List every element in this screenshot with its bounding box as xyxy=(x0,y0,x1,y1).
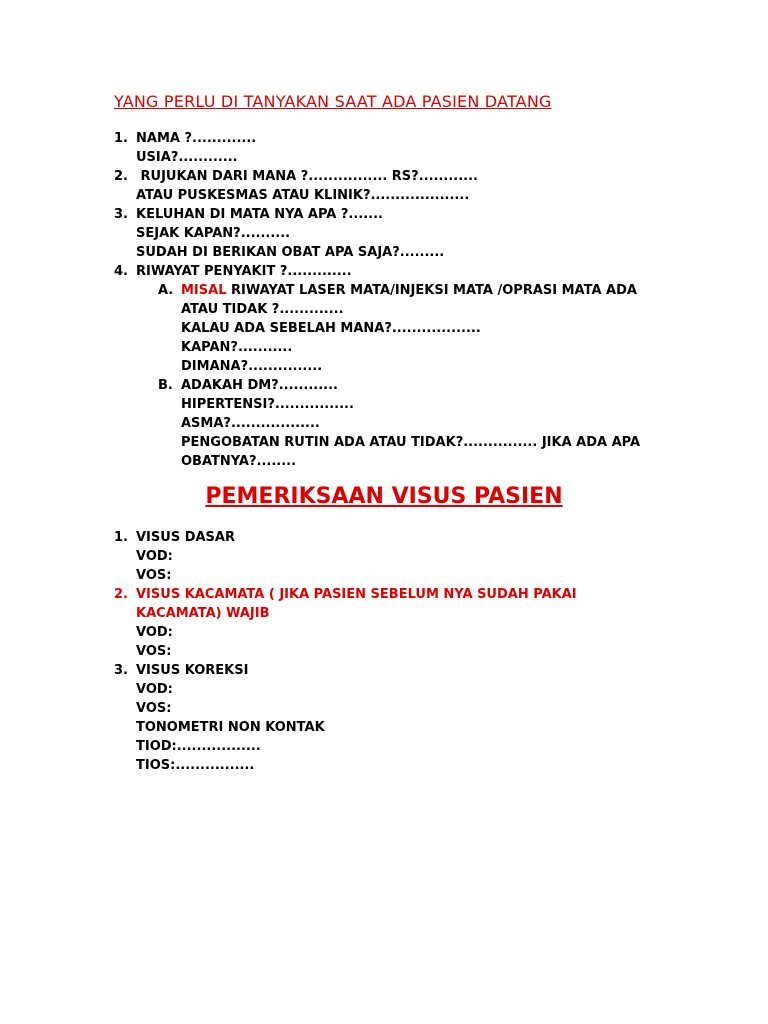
list-item-line: TONOMETRI NON KONTAK xyxy=(136,720,325,735)
list-item-line: SEJAK KAPAN?.......... xyxy=(136,226,291,241)
section-title-visus: PEMERIKSAAN VISUS PASIEN xyxy=(205,484,563,509)
list-item-line: VOD: xyxy=(136,625,173,640)
sublist-item-line: HIPERTENSI?................ xyxy=(181,397,354,412)
sublist-item-line: ADAKAH DM?............ xyxy=(181,378,338,393)
sublist-item-line: PENGOBATAN RUTIN ADA ATAU TIDAK?............... JIKA ADA APA xyxy=(181,435,641,450)
list-item-line: KELUHAN DI MATA NYA APA ?....... xyxy=(136,207,383,222)
sublist-letter: B. xyxy=(158,378,173,393)
list-item-line: USIA?............ xyxy=(136,150,238,165)
section-title-questions: YANG PERLU DI TANYAKAN SAAT ADA PASIEN DATANG xyxy=(114,92,552,111)
list-number: 3. xyxy=(114,663,128,678)
list-number: 1. xyxy=(114,131,128,146)
sublist-item-line: ATAU TIDAK ?............. xyxy=(181,302,344,317)
sublist-item-line: KALAU ADA SEBELAH MANA?.................. xyxy=(181,321,481,336)
list-item-line: RUJUKAN DARI MANA ?................ RS?............ xyxy=(136,169,478,184)
list-item-line: KACAMATA) WAJIB xyxy=(136,606,270,621)
list-item-line: NAMA ?............. xyxy=(136,131,257,146)
list-item-line: VISUS DASAR xyxy=(136,530,235,545)
list-item-line: VOS: xyxy=(136,568,172,583)
list-number: 4. xyxy=(114,264,128,279)
list-item-line: VOS: xyxy=(136,701,172,716)
list-item-line: TIOS:................ xyxy=(136,758,255,773)
list-number: 3. xyxy=(114,207,128,222)
list-item-line: RIWAYAT PENYAKIT ?............. xyxy=(136,264,352,279)
list-item-line: SUDAH DI BERIKAN OBAT APA SAJA?......... xyxy=(136,245,445,260)
list-item-line: VOD: xyxy=(136,682,173,697)
sublist-item-line: DIMANA?............... xyxy=(181,359,323,374)
sublist-item-line: ASMA?.................. xyxy=(181,416,320,431)
list-item-line: TIOD:................. xyxy=(136,739,261,754)
list-item-line: ATAU PUSKESMAS ATAU KLINIK?.................... xyxy=(136,188,470,203)
sublist-letter: A. xyxy=(158,283,174,298)
sublist-item-line: OBATNYA?........ xyxy=(181,454,297,469)
list-item xyxy=(114,129,128,148)
list-number: 2. xyxy=(114,587,128,602)
list-item-line: VISUS KOREKSI xyxy=(136,663,249,678)
sublist-text: RIWAYAT LASER MATA/INJEKSI MATA /OPRASI MATA ADA xyxy=(226,283,637,298)
list-number: 2. xyxy=(114,169,128,184)
list-item-line: VOS: xyxy=(136,644,172,659)
list-number: 1. xyxy=(114,530,128,545)
highlight-word: MISAL xyxy=(181,283,227,298)
list-item-line: VISUS KACAMATA ( JIKA PASIEN SEBELUM NYA SUDAH PAKAI xyxy=(136,587,577,602)
sublist-item-line: KAPAN?........... xyxy=(181,340,293,355)
sublist-item-line xyxy=(181,281,637,300)
list-item-line: VOD: xyxy=(136,549,173,564)
